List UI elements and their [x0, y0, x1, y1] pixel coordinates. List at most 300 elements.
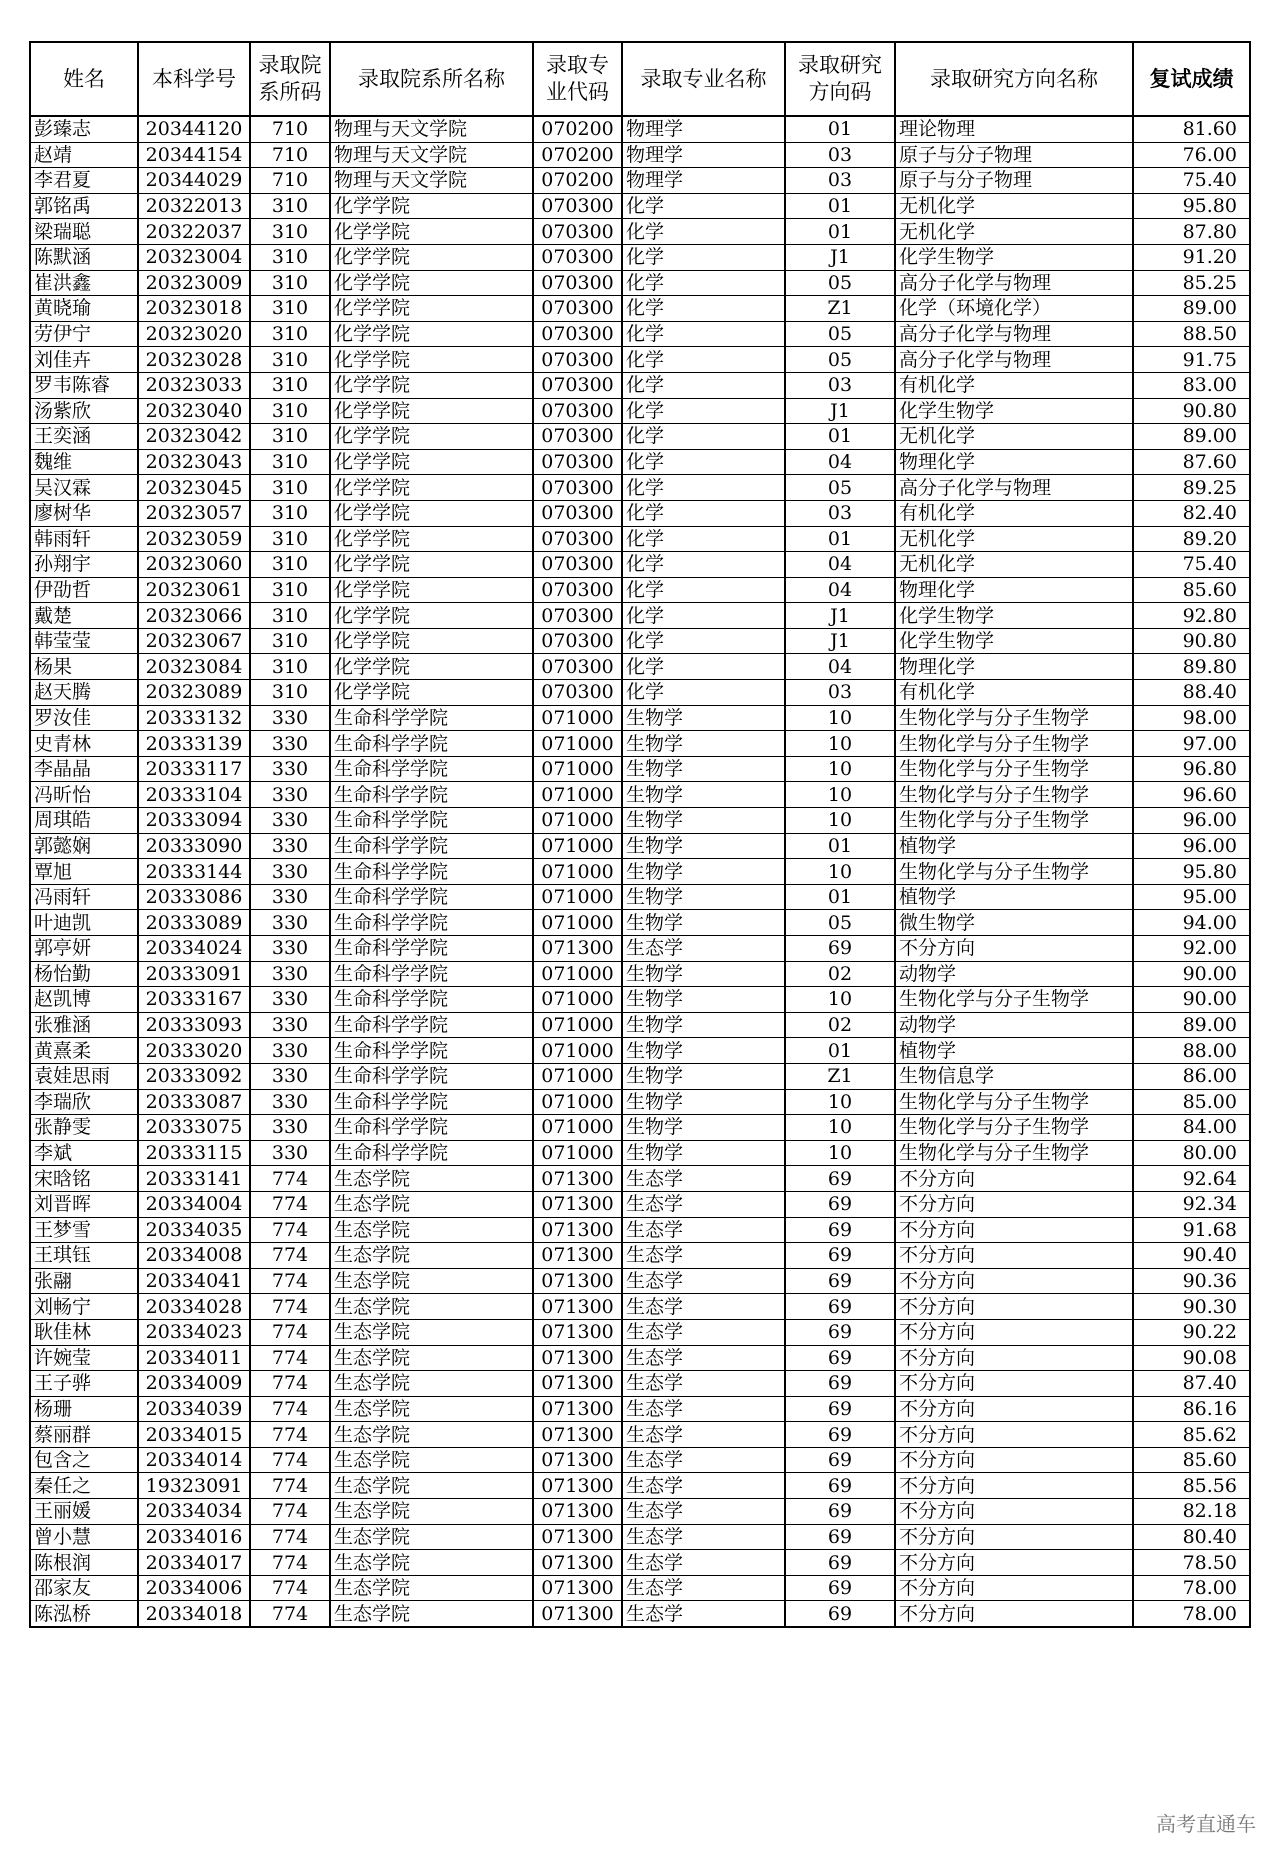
- cell-major-name: 生态学: [622, 1422, 785, 1448]
- cell-name: 冯昕怡: [30, 782, 138, 808]
- cell-dept-name: 生态学院: [330, 1575, 533, 1601]
- cell-dept-code: 310: [250, 654, 330, 680]
- admission-table-container: [29, 41, 1249, 1628]
- table-row: [30, 1166, 1250, 1192]
- cell-direction-code: 01: [785, 884, 895, 910]
- cell-retest-score: 78.00: [1133, 1601, 1250, 1627]
- watermark-text: 高考直通车: [1156, 1812, 1256, 1836]
- cell-dept-name: 生态学院: [330, 1396, 533, 1422]
- cell-major-code: 071000: [533, 808, 622, 834]
- cell-dept-code: 330: [250, 987, 330, 1013]
- cell-dept-name: 生命科学学院: [330, 859, 533, 885]
- cell-major-code: 070300: [533, 296, 622, 322]
- cell-student-id: 20333141: [138, 1166, 250, 1192]
- cell-name: 邵家友: [30, 1575, 138, 1601]
- cell-name: 梁瑞聪: [30, 219, 138, 245]
- cell-direction-code: 69: [785, 1396, 895, 1422]
- cell-name: 史青林: [30, 731, 138, 757]
- cell-major-code: 070200: [533, 142, 622, 168]
- cell-direction-code: 05: [785, 910, 895, 936]
- cell-dept-code: 774: [250, 1422, 330, 1448]
- cell-dept-code: 710: [250, 142, 330, 168]
- cell-student-id: 20334006: [138, 1575, 250, 1601]
- cell-dept-name: 物理与天文学院: [330, 168, 533, 194]
- cell-direction-code: 10: [785, 1140, 895, 1166]
- cell-dept-code: 774: [250, 1447, 330, 1473]
- cell-retest-score: 90.36: [1133, 1268, 1250, 1294]
- cell-retest-score: 91.75: [1133, 347, 1250, 373]
- cell-dept-code: 774: [250, 1550, 330, 1576]
- cell-major-code: 071300: [533, 1294, 622, 1320]
- cell-name: 孙翔宇: [30, 552, 138, 578]
- cell-name: 陈默涵: [30, 244, 138, 270]
- cell-dept-code: 774: [250, 1319, 330, 1345]
- table-row: [30, 321, 1250, 347]
- cell-dept-code: 310: [250, 244, 330, 270]
- cell-major-code: 071300: [533, 1601, 622, 1627]
- cell-direction-code: 69: [785, 1601, 895, 1627]
- table-row: [30, 347, 1250, 373]
- cell-dept-name: 生命科学学院: [330, 884, 533, 910]
- cell-name: 王琪钰: [30, 1243, 138, 1269]
- table-row: [30, 1601, 1250, 1627]
- cell-retest-score: 82.18: [1133, 1499, 1250, 1525]
- cell-name: 黄熹柔: [30, 1038, 138, 1064]
- cell-major-name: 生态学: [622, 1524, 785, 1550]
- cell-dept-code: 330: [250, 936, 330, 962]
- cell-dept-name: 化学学院: [330, 219, 533, 245]
- cell-direction-name: 高分子化学与物理: [895, 321, 1133, 347]
- cell-student-id: 20333104: [138, 782, 250, 808]
- cell-dept-name: 化学学院: [330, 603, 533, 629]
- cell-direction-name: 不分方向: [895, 1524, 1133, 1550]
- cell-retest-score: 80.40: [1133, 1524, 1250, 1550]
- cell-name: 杨果: [30, 654, 138, 680]
- cell-major-name: 物理学: [622, 116, 785, 142]
- cell-direction-name: 原子与分子物理: [895, 168, 1133, 194]
- cell-name: 韩莹莹: [30, 628, 138, 654]
- cell-retest-score: 76.00: [1133, 142, 1250, 168]
- cell-name: 包含之: [30, 1447, 138, 1473]
- table-row: [30, 859, 1250, 885]
- table-row: [30, 756, 1250, 782]
- cell-major-code: 071000: [533, 705, 622, 731]
- cell-retest-score: 92.34: [1133, 1191, 1250, 1217]
- cell-name: 李瑞欣: [30, 1089, 138, 1115]
- cell-dept-code: 774: [250, 1499, 330, 1525]
- cell-direction-code: 69: [785, 1575, 895, 1601]
- cell-direction-code: 69: [785, 1550, 895, 1576]
- cell-name: 张雅涵: [30, 1012, 138, 1038]
- cell-dept-code: 310: [250, 577, 330, 603]
- cell-major-name: 化学: [622, 500, 785, 526]
- table-row: [30, 1422, 1250, 1448]
- cell-major-code: 070300: [533, 449, 622, 475]
- cell-direction-name: 动物学: [895, 961, 1133, 987]
- table-row: [30, 884, 1250, 910]
- cell-dept-name: 生命科学学院: [330, 1038, 533, 1064]
- cell-major-code: 071300: [533, 1191, 622, 1217]
- cell-major-code: 070300: [533, 347, 622, 373]
- cell-dept-name: 化学学院: [330, 270, 533, 296]
- cell-student-id: 20334024: [138, 936, 250, 962]
- cell-direction-code: 69: [785, 1473, 895, 1499]
- table-row: [30, 1191, 1250, 1217]
- cell-major-code: 071300: [533, 1371, 622, 1397]
- cell-direction-name: 不分方向: [895, 1473, 1133, 1499]
- table-row: [30, 116, 1250, 142]
- cell-student-id: 20333167: [138, 987, 250, 1013]
- cell-student-id: 20334016: [138, 1524, 250, 1550]
- cell-dept-name: 生命科学学院: [330, 987, 533, 1013]
- cell-direction-name: 植物学: [895, 1038, 1133, 1064]
- cell-student-id: 20323009: [138, 270, 250, 296]
- cell-direction-code: 69: [785, 1217, 895, 1243]
- cell-direction-name: 微生物学: [895, 910, 1133, 936]
- cell-major-code: 071300: [533, 1268, 622, 1294]
- table-row: [30, 1294, 1250, 1320]
- cell-direction-code: 10: [785, 859, 895, 885]
- cell-major-name: 化学: [622, 372, 785, 398]
- cell-direction-code: 04: [785, 449, 895, 475]
- cell-student-id: 20323084: [138, 654, 250, 680]
- cell-student-id: 20333089: [138, 910, 250, 936]
- cell-major-name: 化学: [622, 321, 785, 347]
- cell-major-code: 071300: [533, 1473, 622, 1499]
- cell-major-name: 生物学: [622, 1012, 785, 1038]
- cell-name: 叶迪凯: [30, 910, 138, 936]
- cell-dept-name: 化学学院: [330, 654, 533, 680]
- cell-direction-name: 生物化学与分子生物学: [895, 1089, 1133, 1115]
- cell-student-id: 20323028: [138, 347, 250, 373]
- cell-direction-code: 10: [785, 1089, 895, 1115]
- cell-major-code: 070300: [533, 526, 622, 552]
- cell-dept-code: 774: [250, 1371, 330, 1397]
- cell-major-code: 071000: [533, 731, 622, 757]
- cell-dept-name: 生态学院: [330, 1243, 533, 1269]
- cell-direction-code: Z1: [785, 1063, 895, 1089]
- cell-major-name: 化学: [622, 398, 785, 424]
- cell-dept-code: 310: [250, 219, 330, 245]
- cell-major-name: 化学: [622, 193, 785, 219]
- cell-student-id: 20323057: [138, 500, 250, 526]
- cell-major-name: 生态学: [622, 1601, 785, 1627]
- cell-major-code: 070300: [533, 552, 622, 578]
- cell-dept-code: 330: [250, 910, 330, 936]
- header-major-code: 录取专 业代码: [533, 42, 622, 116]
- cell-major-code: 070300: [533, 424, 622, 450]
- cell-retest-score: 88.50: [1133, 321, 1250, 347]
- cell-name: 彭臻志: [30, 116, 138, 142]
- cell-direction-name: 不分方向: [895, 1396, 1133, 1422]
- cell-name: 韩雨轩: [30, 526, 138, 552]
- cell-major-name: 生态学: [622, 936, 785, 962]
- cell-student-id: 20333139: [138, 731, 250, 757]
- cell-major-code: 071000: [533, 1115, 622, 1141]
- cell-dept-name: 物理与天文学院: [330, 116, 533, 142]
- cell-direction-code: 10: [785, 756, 895, 782]
- cell-major-name: 生态学: [622, 1191, 785, 1217]
- cell-student-id: 20323040: [138, 398, 250, 424]
- table-row: [30, 526, 1250, 552]
- cell-direction-name: 无机化学: [895, 193, 1133, 219]
- cell-direction-code: 69: [785, 1166, 895, 1192]
- cell-dept-name: 生态学院: [330, 1191, 533, 1217]
- cell-student-id: 20334035: [138, 1217, 250, 1243]
- cell-major-code: 071300: [533, 1550, 622, 1576]
- cell-direction-name: 物理化学: [895, 577, 1133, 603]
- cell-major-name: 生物学: [622, 1038, 785, 1064]
- cell-dept-code: 330: [250, 859, 330, 885]
- cell-direction-code: 69: [785, 1422, 895, 1448]
- cell-major-name: 化学: [622, 270, 785, 296]
- cell-major-code: 071300: [533, 1243, 622, 1269]
- cell-dept-name: 化学学院: [330, 577, 533, 603]
- cell-student-id: 20323089: [138, 680, 250, 706]
- cell-retest-score: 88.00: [1133, 1038, 1250, 1064]
- cell-direction-name: 物理化学: [895, 449, 1133, 475]
- cell-direction-name: 物理化学: [895, 654, 1133, 680]
- cell-major-code: 070300: [533, 680, 622, 706]
- cell-direction-code: 69: [785, 1319, 895, 1345]
- cell-direction-code: 69: [785, 1294, 895, 1320]
- cell-dept-name: 生态学院: [330, 1268, 533, 1294]
- cell-major-name: 化学: [622, 424, 785, 450]
- cell-student-id: 20344120: [138, 116, 250, 142]
- cell-student-id: 20323061: [138, 577, 250, 603]
- cell-name: 杨珊: [30, 1396, 138, 1422]
- cell-retest-score: 90.00: [1133, 961, 1250, 987]
- cell-student-id: 20322037: [138, 219, 250, 245]
- cell-retest-score: 87.40: [1133, 1371, 1250, 1397]
- cell-name: 吴汉霖: [30, 475, 138, 501]
- cell-retest-score: 75.40: [1133, 552, 1250, 578]
- cell-dept-code: 330: [250, 833, 330, 859]
- table-row: [30, 987, 1250, 1013]
- cell-retest-score: 89.00: [1133, 296, 1250, 322]
- cell-retest-score: 85.62: [1133, 1422, 1250, 1448]
- cell-major-name: 化学: [622, 603, 785, 629]
- cell-direction-name: 不分方向: [895, 1447, 1133, 1473]
- header-dept-code: 录取院 系所码: [250, 42, 330, 116]
- cell-dept-code: 774: [250, 1396, 330, 1422]
- cell-major-name: 生态学: [622, 1550, 785, 1576]
- cell-dept-name: 生命科学学院: [330, 1063, 533, 1089]
- cell-name: 劳伊宁: [30, 321, 138, 347]
- cell-name: 魏维: [30, 449, 138, 475]
- cell-direction-code: 69: [785, 1499, 895, 1525]
- cell-major-name: 化学: [622, 296, 785, 322]
- cell-dept-code: 330: [250, 884, 330, 910]
- cell-major-name: 生物学: [622, 1063, 785, 1089]
- cell-major-code: 070200: [533, 168, 622, 194]
- cell-dept-name: 物理与天文学院: [330, 142, 533, 168]
- cell-student-id: 20334015: [138, 1422, 250, 1448]
- cell-retest-score: 85.60: [1133, 1447, 1250, 1473]
- cell-dept-name: 生命科学学院: [330, 910, 533, 936]
- cell-major-name: 生态学: [622, 1243, 785, 1269]
- cell-dept-code: 310: [250, 347, 330, 373]
- cell-dept-name: 生命科学学院: [330, 782, 533, 808]
- cell-dept-code: 330: [250, 961, 330, 987]
- cell-direction-name: 生物化学与分子生物学: [895, 1115, 1133, 1141]
- cell-major-code: 070300: [533, 244, 622, 270]
- table-row: [30, 219, 1250, 245]
- cell-name: 陈根润: [30, 1550, 138, 1576]
- cell-major-code: 070300: [533, 577, 622, 603]
- cell-student-id: 20333075: [138, 1115, 250, 1141]
- cell-direction-code: 10: [785, 705, 895, 731]
- cell-major-name: 生态学: [622, 1319, 785, 1345]
- cell-dept-name: 生态学院: [330, 1550, 533, 1576]
- table-row: [30, 1140, 1250, 1166]
- table-row: [30, 833, 1250, 859]
- cell-retest-score: 90.08: [1133, 1345, 1250, 1371]
- cell-direction-name: 不分方向: [895, 1243, 1133, 1269]
- cell-direction-name: 无机化学: [895, 552, 1133, 578]
- cell-direction-name: 无机化学: [895, 424, 1133, 450]
- table-row: [30, 193, 1250, 219]
- cell-major-code: 071300: [533, 1396, 622, 1422]
- cell-dept-code: 330: [250, 705, 330, 731]
- cell-retest-score: 95.00: [1133, 884, 1250, 910]
- table-row: [30, 680, 1250, 706]
- cell-name: 陈泓桥: [30, 1601, 138, 1627]
- cell-major-code: 071300: [533, 936, 622, 962]
- cell-retest-score: 89.25: [1133, 475, 1250, 501]
- cell-major-name: 生态学: [622, 1217, 785, 1243]
- cell-student-id: 20334039: [138, 1396, 250, 1422]
- cell-major-code: 071300: [533, 1319, 622, 1345]
- cell-major-name: 生物学: [622, 1140, 785, 1166]
- cell-name: 蔡丽群: [30, 1422, 138, 1448]
- cell-direction-name: 不分方向: [895, 1550, 1133, 1576]
- cell-major-name: 化学: [622, 654, 785, 680]
- table-row: [30, 168, 1250, 194]
- cell-major-name: 生态学: [622, 1294, 785, 1320]
- table-row: [30, 910, 1250, 936]
- cell-major-code: 070300: [533, 398, 622, 424]
- cell-retest-score: 83.00: [1133, 372, 1250, 398]
- cell-dept-name: 生命科学学院: [330, 1140, 533, 1166]
- cell-major-name: 生态学: [622, 1371, 785, 1397]
- cell-name: 李斌: [30, 1140, 138, 1166]
- table-row: [30, 142, 1250, 168]
- cell-direction-code: J1: [785, 244, 895, 270]
- cell-student-id: 20333090: [138, 833, 250, 859]
- cell-dept-name: 生态学院: [330, 1166, 533, 1192]
- table-row: [30, 1063, 1250, 1089]
- cell-dept-code: 310: [250, 552, 330, 578]
- cell-direction-code: 10: [785, 987, 895, 1013]
- cell-direction-name: 不分方向: [895, 1601, 1133, 1627]
- cell-name: 刘畅宁: [30, 1294, 138, 1320]
- cell-student-id: 20333132: [138, 705, 250, 731]
- cell-student-id: 20344029: [138, 168, 250, 194]
- cell-major-name: 生态学: [622, 1268, 785, 1294]
- table-row: [30, 1447, 1250, 1473]
- cell-retest-score: 96.00: [1133, 808, 1250, 834]
- cell-student-id: 20323067: [138, 628, 250, 654]
- cell-name: 赵凯博: [30, 987, 138, 1013]
- cell-major-code: 070300: [533, 475, 622, 501]
- cell-major-name: 生物学: [622, 782, 785, 808]
- cell-retest-score: 90.30: [1133, 1294, 1250, 1320]
- cell-dept-name: 生态学院: [330, 1422, 533, 1448]
- cell-retest-score: 96.60: [1133, 782, 1250, 808]
- cell-direction-name: 生物化学与分子生物学: [895, 731, 1133, 757]
- cell-dept-name: 化学学院: [330, 398, 533, 424]
- cell-direction-code: 02: [785, 1012, 895, 1038]
- cell-direction-code: 69: [785, 1371, 895, 1397]
- cell-major-code: 071000: [533, 1038, 622, 1064]
- cell-retest-score: 85.00: [1133, 1089, 1250, 1115]
- cell-major-name: 生态学: [622, 1345, 785, 1371]
- cell-retest-score: 84.00: [1133, 1115, 1250, 1141]
- cell-name: 黄晓瑜: [30, 296, 138, 322]
- cell-direction-name: 有机化学: [895, 372, 1133, 398]
- cell-major-code: 070200: [533, 116, 622, 142]
- cell-retest-score: 80.00: [1133, 1140, 1250, 1166]
- cell-dept-code: 330: [250, 1063, 330, 1089]
- cell-direction-code: 10: [785, 731, 895, 757]
- cell-direction-code: 01: [785, 116, 895, 142]
- table-row: [30, 1089, 1250, 1115]
- cell-major-code: 070300: [533, 603, 622, 629]
- cell-dept-name: 化学学院: [330, 193, 533, 219]
- cell-dept-name: 生命科学学院: [330, 1012, 533, 1038]
- cell-student-id: 20333020: [138, 1038, 250, 1064]
- table-row: [30, 1499, 1250, 1525]
- cell-major-code: 071000: [533, 859, 622, 885]
- cell-major-code: 071300: [533, 1575, 622, 1601]
- cell-retest-score: 87.80: [1133, 219, 1250, 245]
- cell-major-code: 071000: [533, 782, 622, 808]
- header-name: 姓名: [30, 42, 138, 116]
- cell-direction-code: 01: [785, 1038, 895, 1064]
- cell-major-name: 化学: [622, 577, 785, 603]
- cell-direction-code: 01: [785, 526, 895, 552]
- cell-direction-name: 不分方向: [895, 1191, 1133, 1217]
- cell-major-name: 化学: [622, 628, 785, 654]
- cell-major-code: 071300: [533, 1217, 622, 1243]
- cell-direction-name: 无机化学: [895, 219, 1133, 245]
- cell-name: 秦任之: [30, 1473, 138, 1499]
- cell-dept-code: 774: [250, 1268, 330, 1294]
- cell-dept-code: 310: [250, 321, 330, 347]
- table-row: [30, 1115, 1250, 1141]
- cell-dept-name: 生命科学学院: [330, 1115, 533, 1141]
- cell-dept-code: 774: [250, 1575, 330, 1601]
- cell-dept-name: 生态学院: [330, 1217, 533, 1243]
- cell-dept-name: 化学学院: [330, 347, 533, 373]
- cell-major-code: 071300: [533, 1345, 622, 1371]
- cell-name: 赵靖: [30, 142, 138, 168]
- table-row: [30, 1268, 1250, 1294]
- cell-direction-name: 不分方向: [895, 1268, 1133, 1294]
- table-row: [30, 475, 1250, 501]
- cell-dept-name: 生命科学学院: [330, 756, 533, 782]
- cell-direction-code: 03: [785, 142, 895, 168]
- cell-student-id: 20333091: [138, 961, 250, 987]
- cell-direction-code: Z1: [785, 296, 895, 322]
- cell-dept-code: 774: [250, 1243, 330, 1269]
- table-row: [30, 1575, 1250, 1601]
- cell-direction-name: 不分方向: [895, 1499, 1133, 1525]
- cell-name: 汤紫欣: [30, 398, 138, 424]
- cell-dept-name: 化学学院: [330, 424, 533, 450]
- cell-student-id: 20323060: [138, 552, 250, 578]
